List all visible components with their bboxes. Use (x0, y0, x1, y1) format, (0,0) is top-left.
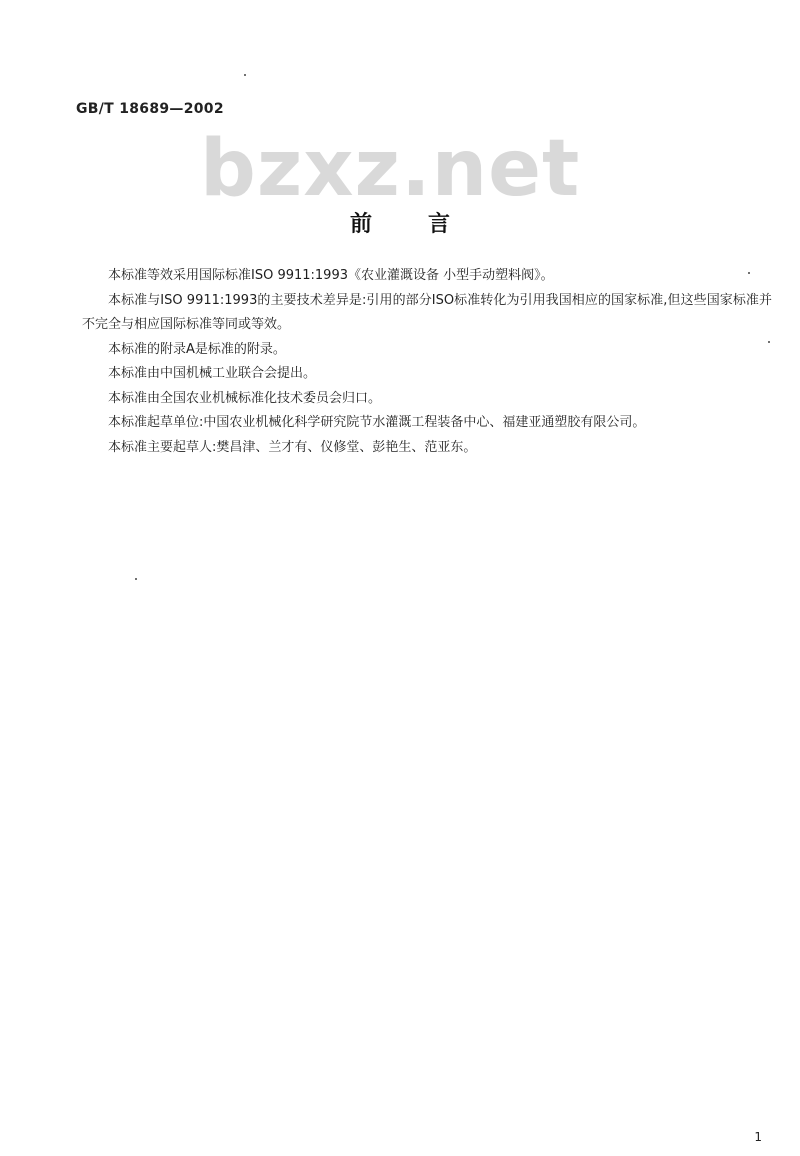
scan-speck (748, 272, 750, 274)
foreword-body (82, 264, 772, 460)
paragraph-drafting-units: 本标准起草单位:中国农业机械化科学研究院节水灌溉工程装备中心、福建亚通塑胶有限公司。 (108, 415, 646, 430)
scan-speck (135, 578, 137, 580)
page-title: 前言 (349, 211, 506, 237)
paragraph-proposer: 本标准由中国机械工业联合会提出。 (108, 366, 317, 381)
scan-speck (768, 341, 770, 343)
paragraph-technical-differences: 本标准与ISO 9911:1993的主要技术差异是:引用的部分ISO标准转化为引用我国相应的国家标准,但这些国家标准并不完全与相应国际标准等同或等效。 (82, 292, 772, 332)
watermark-text: bzxz.net (200, 124, 581, 214)
paragraph-drafters: 本标准主要起草人:樊昌津、兰才有、仪修堂、彭艳生、范亚东。 (108, 439, 477, 455)
page-number: 1 (754, 1130, 762, 1144)
paragraph-committee: 本标准由全国农业机械标准化技术委员会归口。 (108, 390, 382, 406)
scan-speck (244, 74, 246, 76)
standard-code: GB/T 18689—2002 (76, 101, 224, 117)
paragraph-adoption: 本标准等效采用国际标准ISO 9911:1993《农业灌溉设备 小型手动塑料阀》。 (108, 268, 554, 283)
paragraph-annex: 本标准的附录A是标准的附录。 (108, 341, 286, 357)
